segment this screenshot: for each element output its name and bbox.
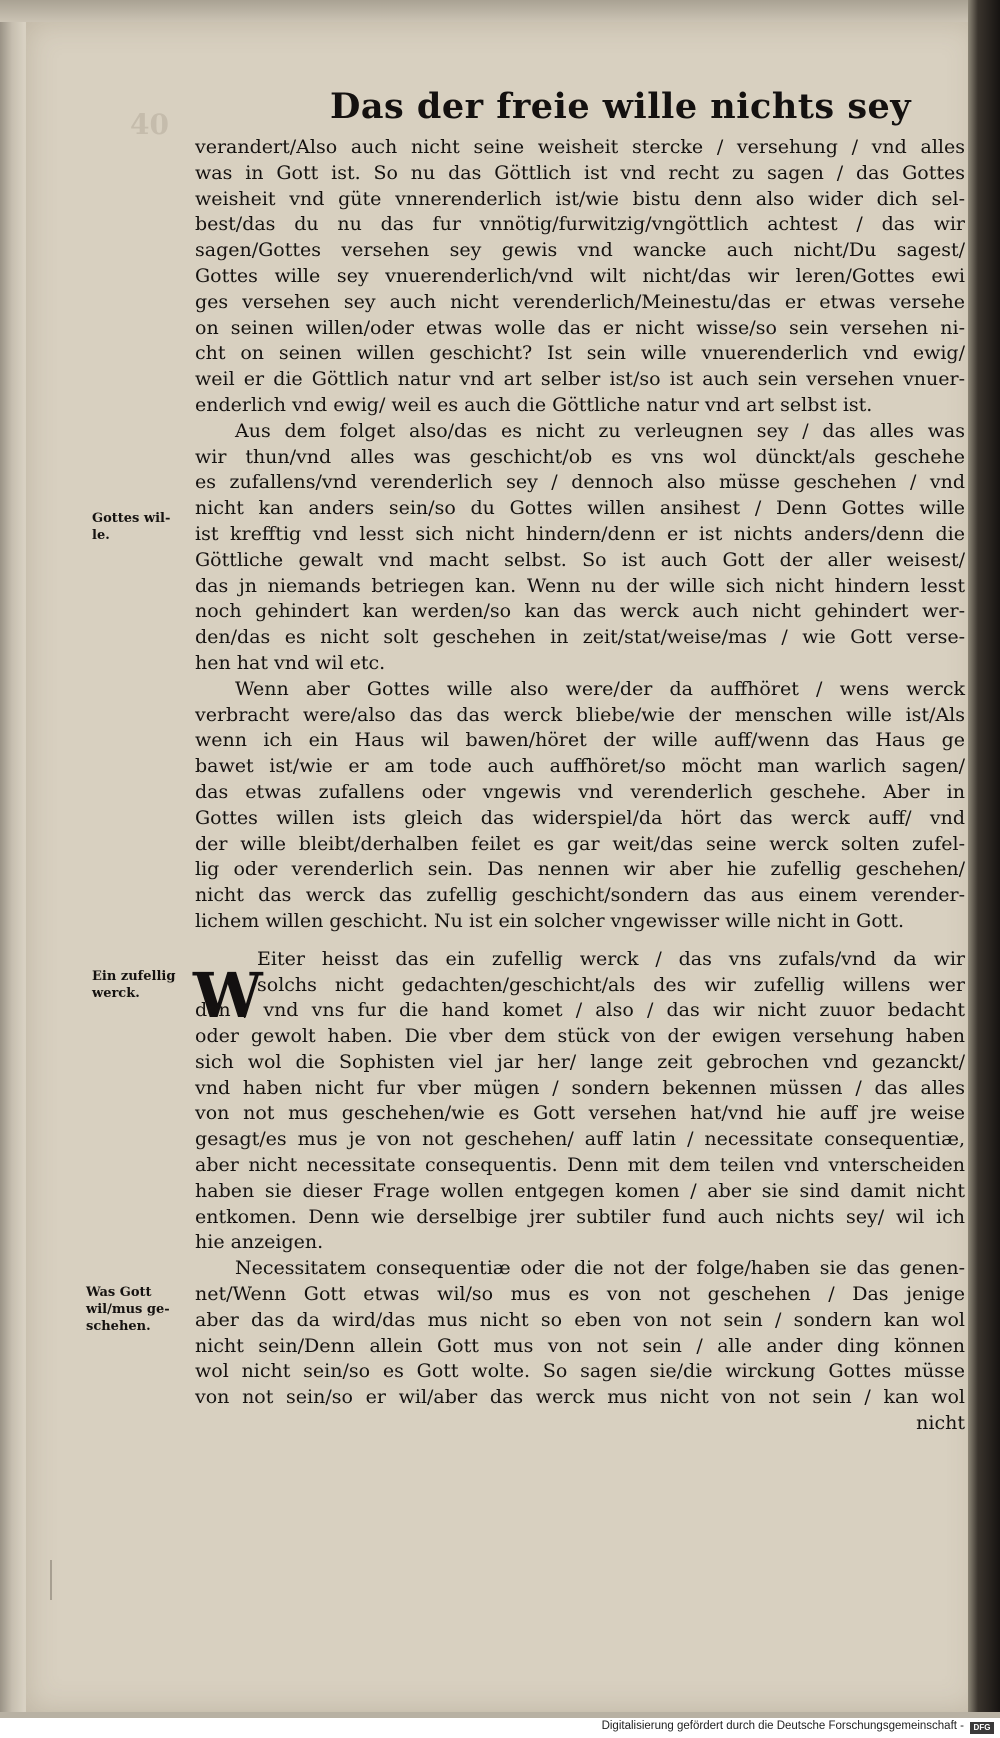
text-line: von not sein/so er wil/aber das werck mus nicht von not sein / kan wol [195,1386,965,1409]
text-line: weisheit vnd güte vnnerenderlich ist/wie bistu denn also wider dich sel- [195,187,965,210]
text-line: haben sie dieser Frage wollen entgegen komen / aber sie sind damit nicht [195,1179,965,1202]
text-line: Wenn aber Gottes wille also were/der da auffhöret / wens werck [235,677,965,700]
drop-initial-letter: W [193,959,263,1032]
text-line: das jn niemands betriegen kan. Wenn nu der wille sich nicht hindern lesst [195,574,965,597]
text-line: Gottes willen ists gleich das widerspiel/da hört das werck auff/ vnd [195,806,965,829]
dfg-logo-icon: DFG [970,1722,994,1734]
body-text [195,135,965,1437]
binding-thread [50,1560,52,1600]
text-line: nicht kan anders sein/so du Gottes willen ansihest / Denn Gottes wille [195,497,965,520]
binding-shadow [968,0,1000,1718]
text-line: das etwas zufallens oder vngewis vnd verenderlich geschehe. Aber in [195,780,965,803]
text-line: solchs nicht gedachten/geschicht/als des wir zufellig willens wer [257,973,965,996]
text-line: nicht sein/Denn allein Gott mus von not sein / alle ander ding können [195,1334,965,1357]
footer-credit: Digitalisierung gefördert durch die Deutsche Forschungsgemeinschaft - [601,1720,964,1732]
paragraph-gap [195,935,965,947]
page-top-edge [0,0,1000,22]
text-line: den/das es nicht solt geschehen in zeit/stat/weise/mas / wie Gott verse- [195,626,965,649]
margin-note-zufellig-werck: Ein zufellig werck. [92,969,176,1001]
text-line: es zufallens/vnd verenderlich sey / dennoch also müsse geschehen / vnd [195,471,965,494]
catchword: nicht [916,1412,965,1435]
text-line: Necessitatem consequentiæ oder die not der folge/haben sie das genen- [235,1257,965,1280]
text-line: on seinen willen/oder etwas wolle das er nicht wisse/so sein versehen ni- [195,316,965,339]
faint-folio-number: 40 [130,108,169,141]
text-line: lig oder verenderlich sein. Das nennen wir aber hie zufellig geschehen/ [195,858,965,881]
text-line: aber das da wird/das mus nicht so eben von not sein / sondern kan wol [195,1308,965,1331]
text-line: sich wol die Sophisten viel jar her/ lange zeit gebrochen vnd gezanckt/ [195,1050,965,1073]
digitization-footer [0,1718,1000,1738]
margin-note-gottes-wille: Gottes wil-le. [92,511,171,543]
text-line: entkomen. Denn wie derselbige jrer subtiler fund auch nichts sey/ wil ich [195,1205,965,1228]
text-line: Gottes wille sey vnuerenderlich/vnd wilt nicht/das wir leren/Gottes ewi [195,264,965,287]
text-line: Eiter heisst das ein zufellig werck / das vns zufals/vnd da wir [257,947,965,970]
text-line: ges versehen sey auch nicht verenderlich/Meinestu/das er etwas versehe [195,290,965,313]
text-line: verbracht were/also das das werck bliebe/wie der menschen wille ist/Als [195,703,965,726]
running-heading: Das der freie wille nichts sey [330,86,912,127]
text-line: verandert/Also auch nicht seine weisheit stercke / versehung / vnd alles [195,136,965,158]
text-line: nicht das werck das zufellig geschicht/sondern das aus einem verender- [195,884,965,907]
text-line: wenn ich ein Haus wil bawen/höret der wille auff/wenn das Haus ge [195,729,965,752]
text-line: hen hat vnd wil etc. [195,651,386,674]
text-line: cht on seinen willen geschicht? Ist sein wille vnuerenderlich vnd ewig/ [195,342,965,365]
margin-note-was-gott-wil: Was Gott wil/mus ge-schehen. [86,1285,170,1334]
text-line: wir thun/vnd alles was geschicht/ob es vns wol dünckt/als geschehe [195,445,965,468]
text-line: wol nicht sein/so es Gott wolte. So sagen sie/die wirckung Gottes müsse [195,1360,965,1383]
text-line: den / vnd vns fur die hand komet / also / das wir nicht zuuor bedacht [195,999,965,1022]
text-line: weil er die Göttlich natur vnd art selber ist/so ist auch sein versehen vnuer- [195,368,965,391]
text-line: von not mus geschehen/wie es Gott versehen hat/vnd hie auff jre weise [195,1102,965,1125]
text-line: oder gewolt haben. Die vber dem stück von der ewigen versehung haben [195,1025,965,1048]
text-line: aber nicht necessitate consequentis. Denn mit dem teilen vnd vnterscheiden [195,1154,965,1177]
text-line: gesagt/es mus je von not geschehen/ auff latin / necessitate consequentiæ, [195,1128,965,1151]
text-line: Aus dem folget also/das es nicht zu verleugnen sey / das alles was [235,419,965,442]
text-line: net/Wenn Gott etwas wil/so mus es von not geschehen / Das jenige [195,1283,965,1306]
text-line: was in Gott ist. So nu das Göttlich ist vnd recht zu sagen / das Gottes [195,161,965,184]
text-line: bawet ist/wie er am tode auch auffhöret/so möcht man warlich sagen/ [195,755,965,778]
text-line: lichem willen geschicht. Nu ist ein solcher vngewisser wille nicht in Gott. [195,909,905,932]
text-line: noch gehindert kan werden/so kan das werck auch nicht gehindert wer- [195,600,965,623]
text-line: enderlich vnd ewig/ weil es auch die Göttliche natur vnd art selbst ist. [195,393,873,416]
text-line: best/das du nu das fur vnnötig/furwitzig/vngöttlich achtest / das wir [195,213,965,236]
text-line: sagen/Gottes versehen sey gewis vnd wancke auch nicht/Du sagest/ [195,239,965,262]
text-line: ist krefftig vnd lesst sich nicht hindern/denn er ist nichts anders/denn die [195,522,965,545]
text-line: hie anzeigen. [195,1231,324,1254]
text-line: Göttliche gewalt vnd macht selbst. So ist auch Gott der aller weisest/ [195,548,965,571]
text-line: vnd haben nicht fur vber mügen / sondern bekennen müssen / das alles [195,1076,965,1099]
text-line: der wille bleibt/derhalben feilet es gar weit/das seine werck solten zufel- [195,832,965,855]
